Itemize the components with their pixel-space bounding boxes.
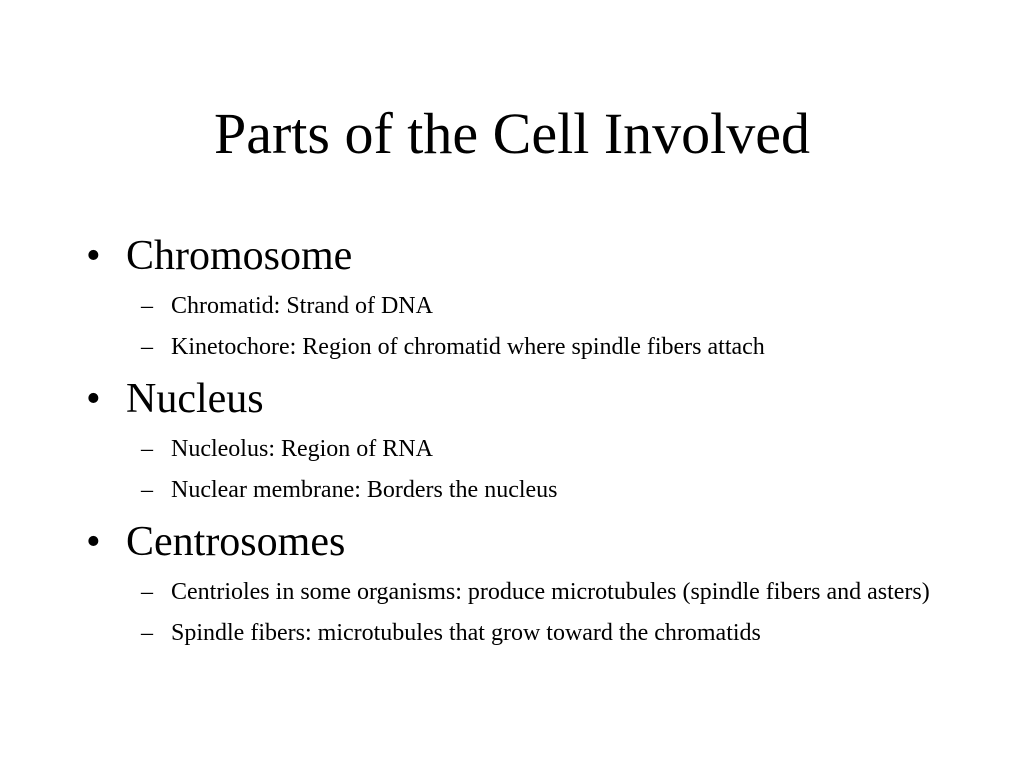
sub-item <box>86 331 966 363</box>
sub-list <box>86 576 966 649</box>
sub-item <box>86 576 966 608</box>
sub-bullet-marker: – <box>141 579 153 605</box>
bullet-text: Chromosome <box>126 233 353 279</box>
sub-bullet-marker: – <box>141 293 153 319</box>
sub-item-text: Centrioles in some organisms: produce microtubules (spindle fibers and asters) <box>171 579 930 605</box>
bullet-group-nucleus <box>86 373 966 506</box>
bullet-marker: • <box>86 376 101 422</box>
sub-item-text: Nuclear membrane: Borders the nucleus <box>171 477 558 503</box>
sub-item <box>86 474 966 506</box>
sub-bullet-marker: – <box>141 620 153 646</box>
slide-title: Parts of the Cell Involved <box>213 101 810 166</box>
bullet-item <box>86 230 966 282</box>
sub-list <box>86 433 966 506</box>
bullet-marker: • <box>86 233 101 279</box>
bullet-item <box>86 516 966 568</box>
sub-item-text: Kinetochore: Region of chromatid where spindle fibers attach <box>171 334 765 360</box>
sub-bullet-marker: – <box>141 477 153 503</box>
sub-item-text: Nucleolus: Region of RNA <box>171 436 433 462</box>
sub-list <box>86 290 966 363</box>
sub-bullet-marker: – <box>141 334 153 360</box>
sub-item-text: Chromatid: Strand of DNA <box>171 293 433 319</box>
bullet-group-centrosomes <box>86 516 966 649</box>
sub-item-text: Spindle fibers: microtubules that grow toward the chromatids <box>171 620 761 646</box>
bullet-text: Centrosomes <box>126 519 346 565</box>
bullet-text: Nucleus <box>126 376 264 422</box>
sub-bullet-marker: – <box>141 436 153 462</box>
bullet-list <box>86 230 966 659</box>
sub-item <box>86 290 966 322</box>
sub-item <box>86 433 966 465</box>
sub-item <box>86 617 966 649</box>
bullet-item <box>86 373 966 425</box>
bullet-group-chromosome <box>86 230 966 363</box>
bullet-marker: • <box>86 519 101 565</box>
